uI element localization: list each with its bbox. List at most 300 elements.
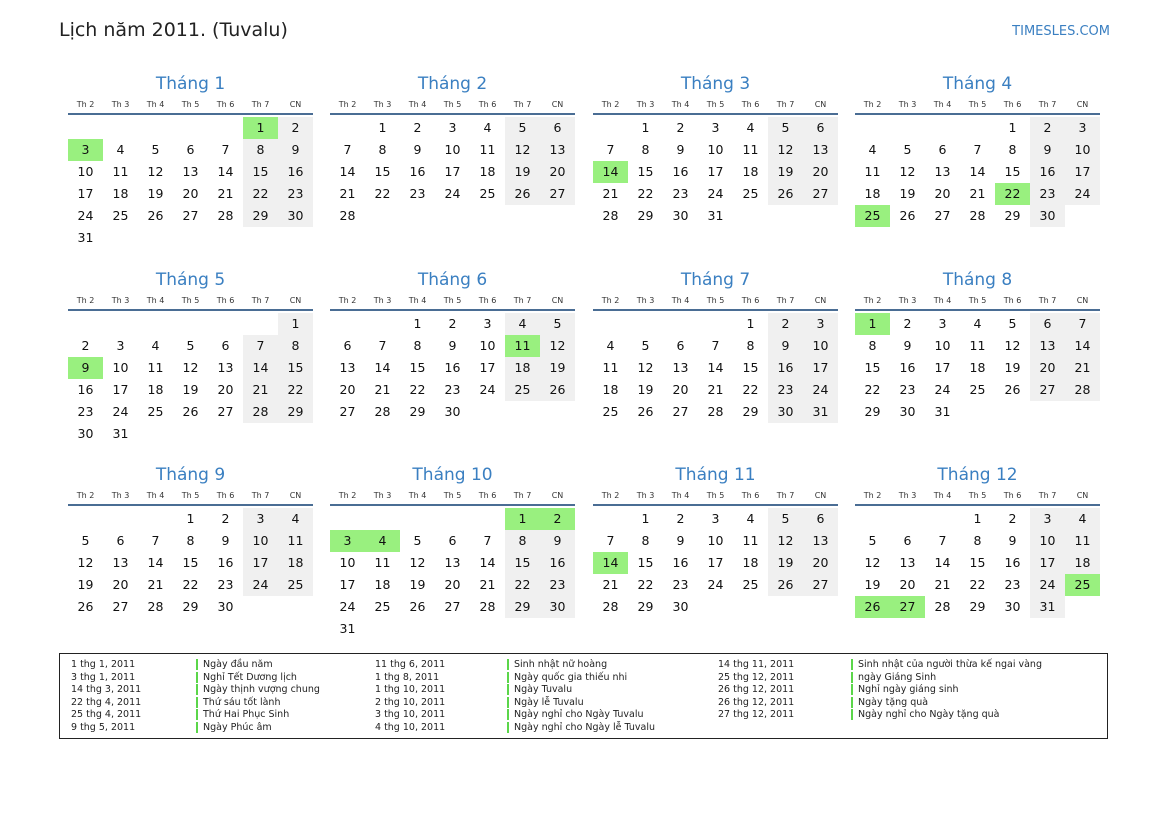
day-cell: 19: [637, 382, 654, 397]
day-cell: 22: [742, 382, 759, 397]
day-cell: 9: [768, 335, 803, 357]
day-cell: 28: [707, 404, 724, 419]
brand-link[interactable]: TIMESLES.COM: [1012, 24, 1110, 39]
day-cell: 12: [540, 335, 575, 357]
weekday-header: Th 5: [181, 100, 200, 109]
day-grid: [593, 311, 838, 443]
legend-holiday-date: 3 thg 1, 2011: [71, 671, 136, 683]
weekday-header-row: [593, 293, 838, 311]
legend-holiday-name: Ngày thịnh vượng chung: [196, 684, 320, 695]
legend-holiday-name: Thứ sáu tốt lành: [196, 697, 280, 708]
day-cell: 21: [1065, 357, 1100, 379]
day-cell: 29: [278, 401, 313, 423]
day-cell: 9: [1008, 533, 1017, 548]
day-cell: 10: [1065, 139, 1100, 161]
weekday-header: Th 7: [776, 100, 795, 109]
month-name: Tháng 7: [680, 270, 751, 290]
weekday-header: Th 3: [111, 296, 130, 305]
weekday-header: CN: [1076, 296, 1089, 305]
weekday-header: Th 4: [146, 491, 165, 500]
day-cell: 18: [479, 164, 496, 179]
day-cell: 26: [899, 208, 916, 223]
day-grid: [593, 506, 838, 638]
day-cell: 11: [864, 164, 881, 179]
legend-item: [71, 659, 141, 672]
day-cell: 23: [278, 183, 313, 205]
weekday-header: Th 4: [671, 296, 690, 305]
day-cell: 20: [540, 161, 575, 183]
day-cell: 30: [444, 404, 461, 419]
day-cell: 11: [969, 338, 986, 353]
day-cell: 13: [217, 360, 234, 375]
day-cell: 7: [221, 142, 230, 157]
day-cell: 6: [1030, 313, 1065, 335]
day-cell: 4: [278, 508, 313, 530]
day-grid: [330, 311, 575, 443]
weekday-header: Th 5: [706, 296, 725, 305]
weekday-header: Th 6: [1003, 491, 1022, 500]
day-cell: 28: [217, 208, 234, 223]
day-cell: 11: [742, 533, 759, 548]
day-cell: 24: [479, 382, 496, 397]
legend-item: [196, 697, 320, 710]
day-cell: 1: [378, 120, 387, 135]
day-cell: 25: [374, 599, 391, 614]
weekday-header-row: [593, 97, 838, 115]
day-cell: 22: [864, 382, 881, 397]
day-cell: 22: [182, 577, 199, 592]
weekday-header: Th 5: [968, 491, 987, 500]
day-cell: 4: [746, 120, 755, 135]
weekday-header: Th 3: [373, 100, 392, 109]
day-cell: 15: [505, 552, 540, 574]
weekday-header: Th 4: [933, 296, 952, 305]
day-cell: 11: [479, 142, 496, 157]
weekday-header: Th 4: [408, 296, 427, 305]
day-cell: 18: [864, 186, 881, 201]
day-cell: 19: [864, 577, 881, 592]
legend-item: [375, 709, 445, 722]
holiday-legend: [59, 653, 1108, 739]
holiday-day-cell: 22: [995, 183, 1030, 205]
weekday-header: Th 2: [863, 296, 882, 305]
legend-item: [851, 709, 1042, 722]
day-cell: 6: [221, 338, 230, 353]
day-cell: 29: [409, 404, 426, 419]
weekday-header: Th 6: [478, 296, 497, 305]
day-cell: 25: [112, 208, 129, 223]
weekday-header: Th 7: [1038, 491, 1057, 500]
day-cell: 12: [637, 360, 654, 375]
day-cell: 29: [969, 599, 986, 614]
day-cell: 18: [969, 360, 986, 375]
legend-item: [718, 672, 794, 685]
day-cell: 26: [768, 183, 803, 205]
weekday-header: Th 7: [513, 296, 532, 305]
legend-holiday-name: Ngày lễ Tuvalu: [507, 697, 584, 708]
holiday-day-cell: 25: [855, 205, 890, 227]
day-cell: 15: [637, 555, 654, 570]
day-grid: [68, 311, 313, 443]
weekday-header: CN: [814, 296, 827, 305]
weekday-header: Th 5: [181, 296, 200, 305]
day-cell: 4: [606, 338, 615, 353]
day-cell: 23: [409, 186, 426, 201]
weekday-header: Th 4: [933, 491, 952, 500]
legend-item: [851, 672, 1042, 685]
day-cell: 8: [641, 533, 650, 548]
month-name: Tháng 5: [155, 270, 226, 290]
legend-item: [71, 709, 141, 722]
day-cell: 14: [969, 164, 986, 179]
day-cell: 2: [221, 511, 230, 526]
weekday-header: Th 3: [111, 491, 130, 500]
day-cell: 20: [899, 577, 916, 592]
day-cell: 27: [1030, 379, 1065, 401]
day-cell: 6: [448, 533, 457, 548]
legend-holiday-date: 9 thg 5, 2011: [71, 721, 136, 733]
weekday-header-row: [330, 97, 575, 115]
day-cell: 10: [77, 164, 94, 179]
legend-item: [375, 659, 445, 672]
day-cell: 25: [505, 379, 540, 401]
day-cell: 28: [339, 208, 356, 223]
day-cell: 11: [374, 555, 391, 570]
day-cell: 24: [934, 382, 951, 397]
month-name: Tháng 10: [412, 465, 493, 485]
legend-dates-col-1: [71, 659, 141, 735]
day-cell: 5: [151, 142, 160, 157]
day-cell: 5: [768, 508, 803, 530]
weekday-header: Th 5: [706, 100, 725, 109]
holiday-day-cell: 26: [855, 596, 890, 618]
day-cell: 3: [116, 338, 125, 353]
day-cell: 2: [81, 338, 90, 353]
day-cell: 7: [711, 338, 720, 353]
day-cell: 13: [803, 139, 838, 161]
day-cell: 5: [868, 533, 877, 548]
day-cell: 7: [483, 533, 492, 548]
day-cell: 3: [711, 511, 720, 526]
day-cell: 12: [768, 530, 803, 552]
weekday-header: Th 2: [601, 296, 620, 305]
weekday-header: Th 7: [513, 100, 532, 109]
day-cell: 15: [969, 555, 986, 570]
holiday-day-cell: 1: [855, 313, 890, 335]
holiday-day-cell: 2: [540, 508, 575, 530]
legend-holiday-name: Nghỉ Tết Dương lịch: [196, 672, 297, 683]
day-cell: 31: [339, 621, 356, 636]
day-cell: 29: [505, 596, 540, 618]
weekday-header: Th 6: [741, 100, 760, 109]
day-cell: 17: [77, 186, 94, 201]
day-cell: 10: [444, 142, 461, 157]
month-block: [330, 269, 575, 443]
day-cell: 4: [973, 316, 982, 331]
day-cell: 9: [448, 338, 457, 353]
day-cell: 11: [742, 142, 759, 157]
day-cell: 23: [672, 186, 689, 201]
day-cell: 26: [637, 404, 654, 419]
day-cell: 21: [243, 379, 278, 401]
legend-holiday-name: Ngày Phúc âm: [196, 722, 272, 733]
day-cell: 16: [217, 555, 234, 570]
day-cell: 17: [707, 164, 724, 179]
day-cell: 3: [483, 316, 492, 331]
day-cell: 27: [182, 208, 199, 223]
day-cell: 7: [606, 533, 615, 548]
weekday-header: Th 4: [671, 100, 690, 109]
day-cell: 18: [1065, 552, 1100, 574]
month-name: Tháng 8: [942, 270, 1013, 290]
day-cell: 23: [672, 577, 689, 592]
day-cell: 29: [182, 599, 199, 614]
legend-holiday-name: ngày Giáng Sinh: [851, 672, 936, 683]
month-name: Tháng 6: [417, 270, 488, 290]
day-cell: 13: [803, 530, 838, 552]
day-cell: 7: [973, 142, 982, 157]
holiday-day-cell: 27: [890, 596, 925, 618]
legend-item: [196, 684, 320, 697]
day-cell: 4: [116, 142, 125, 157]
legend-holiday-date: 14 thg 11, 2011: [718, 659, 795, 670]
legend-holiday-date: 26 thg 12, 2011: [718, 684, 795, 696]
day-cell: 1: [186, 511, 195, 526]
day-cell: 23: [540, 574, 575, 596]
day-cell: 24: [803, 379, 838, 401]
weekday-header: Th 2: [76, 296, 95, 305]
weekday-header: Th 5: [968, 100, 987, 109]
day-cell: 27: [112, 599, 129, 614]
legend-holiday-date: 1 thg 1, 2011: [71, 659, 136, 670]
month-block: [330, 464, 575, 638]
day-cell: 22: [278, 379, 313, 401]
weekday-header: Th 3: [898, 100, 917, 109]
day-cell: 19: [409, 577, 426, 592]
day-cell: 5: [81, 533, 90, 548]
day-cell: 30: [278, 205, 313, 227]
legend-item: [507, 659, 655, 672]
day-cell: 1: [641, 120, 650, 135]
day-cell: 11: [112, 164, 129, 179]
weekday-header-row: [330, 293, 575, 311]
day-cell: 14: [217, 164, 234, 179]
day-cell: 27: [672, 404, 689, 419]
day-cell: 15: [182, 555, 199, 570]
day-cell: 23: [1030, 183, 1065, 205]
day-cell: 2: [903, 316, 912, 331]
legend-holiday-name: Nghỉ ngày giáng sinh: [851, 684, 959, 695]
day-cell: 16: [444, 360, 461, 375]
day-cell: 3: [448, 120, 457, 135]
day-cell: 29: [864, 404, 881, 419]
day-cell: 24: [77, 208, 94, 223]
day-cell: 19: [182, 382, 199, 397]
month-block: [855, 73, 1100, 247]
weekday-header: Th 5: [968, 296, 987, 305]
day-cell: 17: [707, 555, 724, 570]
day-cell: 26: [768, 574, 803, 596]
day-cell: 12: [505, 139, 540, 161]
day-cell: 16: [1004, 555, 1021, 570]
day-cell: 8: [1008, 142, 1017, 157]
day-cell: 3: [803, 313, 838, 335]
day-cell: 29: [637, 208, 654, 223]
day-cell: 2: [448, 316, 457, 331]
day-cell: 14: [374, 360, 391, 375]
day-cell: 18: [278, 552, 313, 574]
day-cell: 9: [903, 338, 912, 353]
day-cell: 21: [147, 577, 164, 592]
day-cell: 2: [676, 511, 685, 526]
day-cell: 1: [746, 316, 755, 331]
legend-item: [375, 684, 445, 697]
day-cell: 17: [1065, 161, 1100, 183]
day-cell: 2: [278, 117, 313, 139]
weekday-header: Th 3: [636, 491, 655, 500]
day-cell: 20: [339, 382, 356, 397]
day-cell: 8: [973, 533, 982, 548]
weekday-header-row: [68, 488, 313, 506]
weekday-header: CN: [551, 296, 564, 305]
day-cell: 7: [151, 533, 160, 548]
day-grid: [593, 115, 838, 247]
legend-holiday-date: 2 thg 10, 2011: [375, 696, 446, 708]
weekday-header: Th 7: [776, 296, 795, 305]
day-cell: 20: [444, 577, 461, 592]
day-cell: 15: [864, 360, 881, 375]
day-cell: 1: [278, 313, 313, 335]
day-cell: 31: [707, 208, 724, 223]
weekday-header-row: [855, 293, 1100, 311]
weekday-header-row: [330, 488, 575, 506]
day-cell: 4: [746, 511, 755, 526]
day-cell: 11: [147, 360, 164, 375]
day-cell: 1: [973, 511, 982, 526]
page-title: Lịch năm 2011. (Tuvalu): [59, 19, 288, 41]
day-cell: 10: [707, 533, 724, 548]
day-grid: [855, 506, 1100, 638]
day-cell: 12: [147, 164, 164, 179]
legend-item: [507, 672, 655, 685]
legend-holiday-date: 14 thg 3, 2011: [71, 684, 142, 696]
weekday-header-row: [855, 97, 1100, 115]
day-cell: 19: [768, 161, 803, 183]
day-cell: 27: [217, 404, 234, 419]
month-block: [855, 464, 1100, 638]
legend-item: [71, 684, 141, 697]
weekday-header: Th 5: [443, 100, 462, 109]
weekday-header: CN: [289, 491, 302, 500]
day-cell: 10: [1030, 530, 1065, 552]
legend-item: [851, 697, 1042, 710]
month-block: [593, 73, 838, 247]
weekday-header: Th 7: [251, 296, 270, 305]
day-cell: 24: [112, 404, 129, 419]
month-name: Tháng 1: [155, 74, 226, 94]
holiday-day-cell: 1: [243, 117, 278, 139]
day-cell: 22: [637, 577, 654, 592]
legend-item: [718, 697, 794, 710]
weekday-header: Th 6: [478, 100, 497, 109]
weekday-header: Th 7: [251, 100, 270, 109]
day-cell: 5: [641, 338, 650, 353]
day-grid: [330, 506, 575, 638]
day-cell: 28: [934, 599, 951, 614]
legend-holiday-date: 1 thg 10, 2011: [375, 684, 446, 696]
day-cell: 10: [803, 335, 838, 357]
day-cell: 30: [217, 599, 234, 614]
weekday-header: CN: [289, 100, 302, 109]
day-cell: 13: [1030, 335, 1065, 357]
day-cell: 13: [934, 164, 951, 179]
legend-holiday-name: Thứ Hai Phục Sinh: [196, 709, 289, 720]
day-cell: 5: [413, 533, 422, 548]
weekday-header: Th 2: [601, 491, 620, 500]
day-cell: 9: [540, 530, 575, 552]
day-cell: 1: [641, 511, 650, 526]
day-cell: 14: [147, 555, 164, 570]
legend-holiday-date: 25 thg 4, 2011: [71, 709, 142, 721]
day-cell: 16: [409, 164, 426, 179]
day-cell: 4: [151, 338, 160, 353]
day-cell: 3: [1030, 508, 1065, 530]
day-cell: 28: [479, 599, 496, 614]
month-block: [68, 73, 313, 247]
day-cell: 8: [186, 533, 195, 548]
day-cell: 28: [1065, 379, 1100, 401]
day-cell: 4: [868, 142, 877, 157]
weekday-header: CN: [289, 296, 302, 305]
day-cell: 19: [147, 186, 164, 201]
day-cell: 18: [602, 382, 619, 397]
day-cell: 17: [479, 360, 496, 375]
day-cell: 21: [934, 577, 951, 592]
day-cell: 9: [413, 142, 422, 157]
day-cell: 17: [444, 164, 461, 179]
weekday-header: CN: [551, 491, 564, 500]
legend-holiday-name: Sinh nhật nữ hoàng: [507, 659, 607, 670]
day-cell: 25: [969, 382, 986, 397]
weekday-header: Th 2: [863, 100, 882, 109]
legend-holiday-name: Ngày quốc gia thiếu nhi: [507, 672, 627, 683]
day-cell: 26: [147, 208, 164, 223]
weekday-header: Th 5: [706, 491, 725, 500]
day-cell: 25: [147, 404, 164, 419]
holiday-day-cell: 9: [68, 357, 103, 379]
day-cell: 10: [243, 530, 278, 552]
weekday-header: Th 6: [741, 491, 760, 500]
weekday-header: Th 2: [601, 100, 620, 109]
weekday-header: Th 4: [408, 100, 427, 109]
holiday-day-cell: 11: [505, 335, 540, 357]
day-cell: 28: [147, 599, 164, 614]
legend-item: [375, 722, 445, 735]
day-cell: 4: [505, 313, 540, 335]
day-cell: 24: [1065, 183, 1100, 205]
day-cell: 21: [602, 186, 619, 201]
month-block: [593, 464, 838, 638]
day-cell: 5: [768, 117, 803, 139]
legend-names-col-1: [196, 659, 320, 735]
legend-item: [507, 709, 655, 722]
day-cell: 3: [1065, 117, 1100, 139]
day-cell: 15: [374, 164, 391, 179]
day-cell: 22: [374, 186, 391, 201]
day-cell: 23: [444, 382, 461, 397]
day-cell: 6: [938, 142, 947, 157]
holiday-day-cell: 25: [1065, 574, 1100, 596]
